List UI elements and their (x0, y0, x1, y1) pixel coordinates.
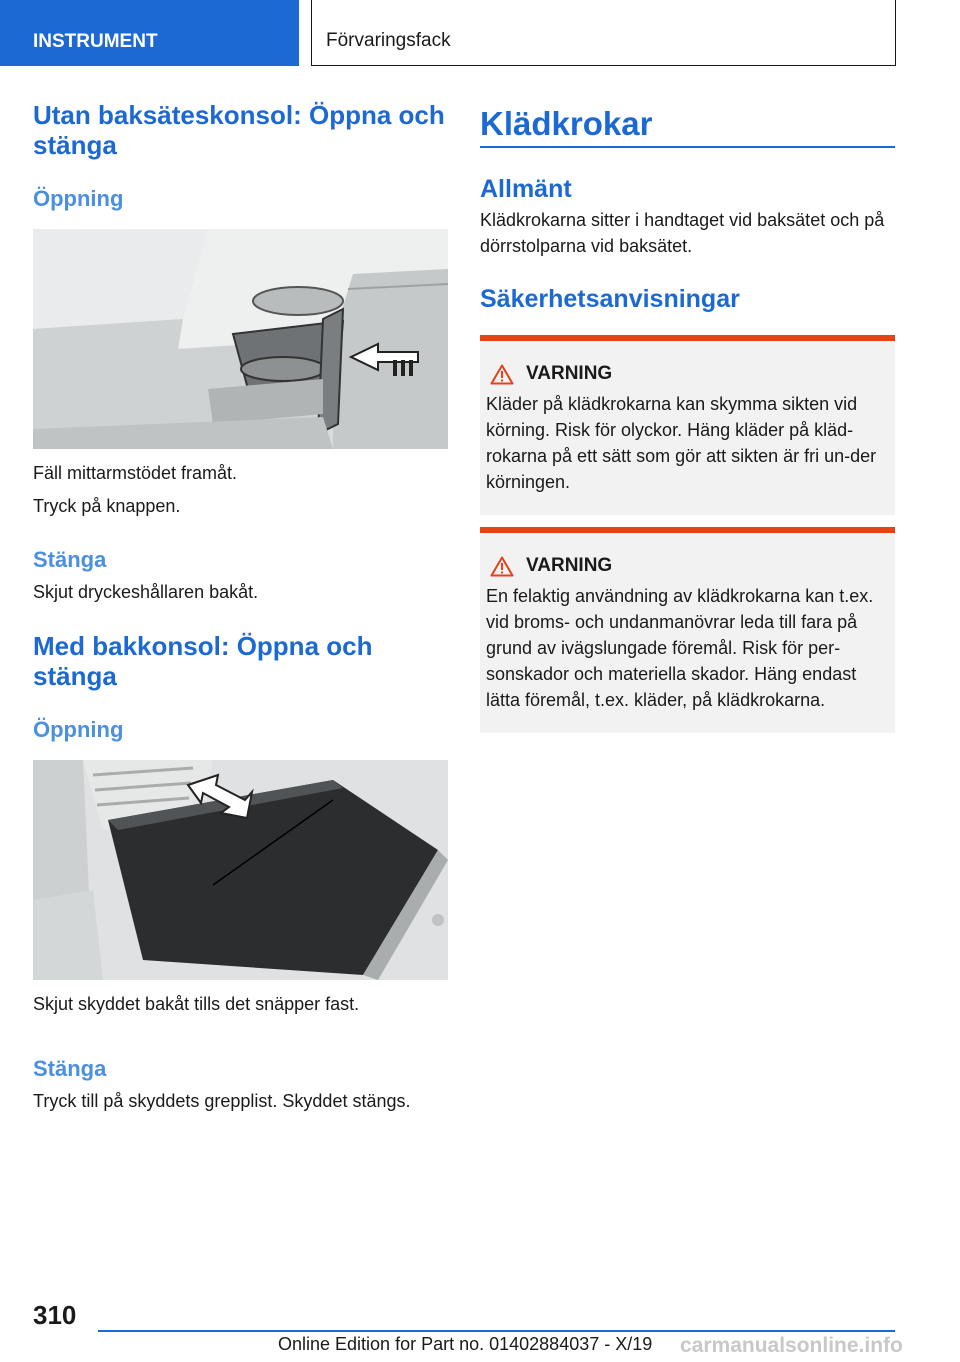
subheading-opening-2: Öppning (33, 717, 124, 742)
heading-divider (480, 146, 895, 148)
heading-coat-hooks: Klädkrokar (480, 105, 653, 142)
warning-box-objects (480, 527, 895, 733)
subheading-closing-2: Stänga (33, 1056, 107, 1081)
paragraph-push-cupholder: Skjut dryckeshållaren bakåt. (33, 582, 259, 602)
warning-label: VARNING (526, 363, 613, 384)
warning-label: VARNING (526, 555, 613, 576)
footer-edition: Online Edition for Part no. 01402884037 - X/19 (278, 1334, 653, 1354)
subheading-closing-1: Stänga (33, 547, 107, 572)
warning-header (490, 363, 887, 385)
warning-header (490, 555, 887, 577)
paragraph-press-button: Tryck på knappen. (33, 496, 181, 516)
footer-divider (98, 1330, 895, 1332)
heading-with-rear-console: Med bakkonsol: Öppna och stänga (33, 631, 373, 691)
header-title: Förvaringsfack (311, 0, 896, 66)
cupholder-illustration (33, 229, 448, 449)
page-number: 310 (33, 1300, 77, 1330)
warning-box-visibility (480, 335, 895, 515)
rear-console-cover-illustration (33, 760, 448, 980)
left-column (33, 100, 448, 1114)
warning-triangle-icon (490, 364, 514, 385)
paragraph-hooks-location: Klädkrokarna sitter i handtaget vid baksätet och på dörrstolparna vid baksätet. (480, 210, 885, 256)
paragraph-press-grip: Tryck till på skyddets grepplist. Skyddet stängs. (33, 1091, 411, 1111)
right-column (480, 100, 895, 733)
warning-text: En felaktig användning av klädkrokarna kan t.ex. vid broms- och undanmanövrar leda till fara på grund av ivägslungade föremål. Risk för per-sonskador och materiella skador. Häng endast lätta föremål, t.ex. kläder, på klädkrokarna. (486, 586, 874, 710)
heading-without-rear-console: Utan baksäteskonsol: Öppna och stänga (33, 100, 445, 160)
watermark: carmanualsonline.info (680, 1334, 903, 1357)
subheading-safety: Säkerhetsanvisningar (480, 285, 740, 313)
subheading-general: Allmänt (480, 175, 572, 203)
paragraph-fold-armrest: Fäll mittarmstödet framåt. (33, 463, 238, 483)
warning-triangle-icon (490, 556, 514, 577)
subheading-opening-1: Öppning (33, 186, 124, 211)
header-section-tab: INSTRUMENT (0, 0, 299, 66)
paragraph-slide-cover: Skjut skyddet bakåt tills det snäpper fast. (33, 994, 360, 1014)
warning-text: Kläder på klädkrokarna kan skymma sikten vid körning. Risk för olyckor. Häng kläder på kläd-rokarna på ett sätt som gör att sikten är fri un-der körningen. (486, 394, 877, 492)
